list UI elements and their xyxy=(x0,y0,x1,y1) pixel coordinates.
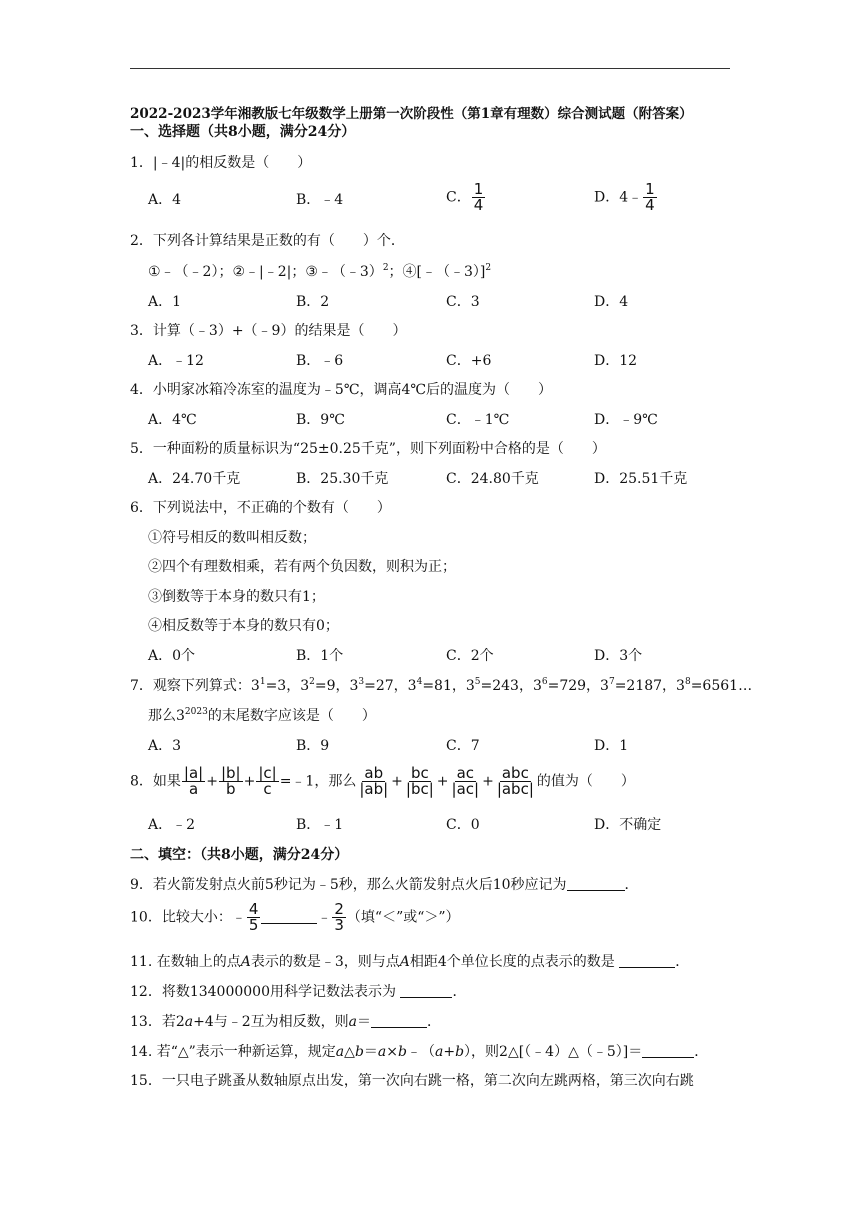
section-heading-choice: 一、选择题（共8小题，满分24分） xyxy=(130,124,356,140)
option-b: B．﹣4 xyxy=(296,192,344,208)
option-a: A．1 xyxy=(148,294,182,310)
question-8: 8．如果 $\frac{|a|}{a}$ + $\frac{|b|}{b}$ + $\frac{|c|}{c}$ =﹣1，那么 $\frac{ab}{|ab|}$ + $\frac{bc}{|bc|}$ + $\frac{ac}{|ac|}$ + $\frac{\text{abc}}{\text{|abc|}}$ 的值为（ ） xyxy=(130,764,635,798)
option-d: D．25.51千克 xyxy=(594,471,688,487)
option-b: B．﹣6 xyxy=(296,353,344,369)
option-c: C． $\frac{1}{4}$ xyxy=(446,180,484,214)
option-d: D．﹣9℃ xyxy=(594,412,658,428)
question-14: 14. 若“△”表示一种新运算，规定a△b＝a×b﹣（a+b），则2△[（﹣4）△（﹣5）]＝ ． xyxy=(130,1044,709,1060)
answer-blank[interactable] xyxy=(371,1027,427,1028)
option-c: C．2个 xyxy=(446,648,494,664)
answer-blank[interactable] xyxy=(619,967,675,968)
option-c: C．24.80千克 xyxy=(446,471,539,487)
option-a: A．﹣12 xyxy=(148,353,204,369)
option-d: D．3个 xyxy=(594,648,643,664)
option-c: C．0 xyxy=(446,817,480,833)
option-b: B．2 xyxy=(296,294,330,310)
question-9: 9．若火箭发射点火前5秒记为﹣5秒，那么火箭发射点火后10秒应记为 ． xyxy=(130,877,639,893)
option-a: A．24.70千克 xyxy=(148,471,241,487)
question-15: 15．一只电子跳蚤从数轴原点出发，第一次向右跳一格，第二次向左跳两格，第三次向右跳 xyxy=(130,1073,694,1089)
question-11: 11. 在数轴上的点A表示的数是﹣3，则与点A相距4个单位长度的点表示的数是 ． xyxy=(130,954,690,970)
statement-3: ③倒数等于本身的数只有1； xyxy=(148,589,325,605)
question-5: 5．一种面粉的质量标识为“25±0.25千克”，则下列面粉中合格的是（ ） xyxy=(130,441,606,457)
document-title: 2022-2023学年湘教版七年级数学上册第一次阶段性（第1章有理数）综合测试题（附答案） xyxy=(130,106,693,122)
option-b: B．25.30千克 xyxy=(296,471,389,487)
question-7: 7．观察下列算式：$3^1=3$，$3^2=9$，$3^3=27$，$3^4=81$，$3^5=243$，$3^6=729$，$3^7=2187$，$3^8=6561\dots$ xyxy=(130,677,753,694)
option-b: B．1个 xyxy=(296,648,344,664)
option-d: D．不确定 xyxy=(594,817,662,833)
answer-blank[interactable] xyxy=(261,923,317,924)
statement-1: ①符号相反的数叫相反数； xyxy=(148,530,316,546)
option-b: B．9℃ xyxy=(296,412,345,428)
option-c: C．3 xyxy=(446,294,480,310)
option-b: B．﹣1 xyxy=(296,817,344,833)
question-6: 6．下列说法中，不正确的个数有（ ） xyxy=(130,500,391,516)
option-c: C．7 xyxy=(446,738,480,754)
question-10: 10．比较大小：﹣ $\frac{4}{5}$ ﹣ $\frac{2}{3}$ （填“＜”或“＞”） xyxy=(130,900,460,934)
option-a: A．3 xyxy=(148,738,182,754)
option-a: A．4℃ xyxy=(148,412,197,428)
section-heading-fill: 二、填空：（共8小题，满分24分） xyxy=(130,847,349,863)
question-3: 3．计算（﹣3）+（﹣9）的结果是（ ） xyxy=(130,323,407,339)
question-13: 13．若2a+4与﹣2互为相反数，则a＝ ． xyxy=(130,1014,441,1030)
option-c: C．﹣1℃ xyxy=(446,412,510,428)
question-2-items: ①﹣（﹣2）；②﹣|﹣2|；③﹣（﹣3）$^2$；④[﹣（﹣3）]$^2$ xyxy=(148,263,492,280)
option-d: D．12 xyxy=(594,353,638,369)
option-d: D．4 xyxy=(594,294,629,310)
answer-blank[interactable] xyxy=(400,997,452,998)
option-b: B．9 xyxy=(296,738,330,754)
question-7-line2: 那么$3^{2023}$的末尾数字应该是（ ） xyxy=(148,707,376,724)
header-rule xyxy=(130,68,730,69)
question-2: 2．下列各计算结果是正数的有（ ）个． xyxy=(130,233,405,249)
option-d: D．4﹣ $\frac{1}{4}$ xyxy=(594,180,655,214)
option-a: A．0个 xyxy=(148,648,196,664)
statement-2: ②四个有理数相乘，若有两个负因数，则积为正； xyxy=(148,559,456,575)
option-c: C．+6 xyxy=(446,353,492,369)
statement-4: ④相反数等于本身的数只有0； xyxy=(148,618,339,634)
option-a: A．4 xyxy=(148,192,182,208)
answer-blank[interactable] xyxy=(567,890,625,891)
question-1: 1．|﹣4|的相反数是（ ） xyxy=(130,155,312,171)
question-12: 12．将数134000000用科学记数法表示为 ． xyxy=(130,984,467,1000)
question-4: 4．小明家冰箱冷冻室的温度为﹣5℃，调高4℃后的温度为（ ） xyxy=(130,382,553,398)
option-d: D．1 xyxy=(594,738,629,754)
answer-blank[interactable] xyxy=(642,1057,694,1058)
option-a: A．﹣2 xyxy=(148,817,196,833)
